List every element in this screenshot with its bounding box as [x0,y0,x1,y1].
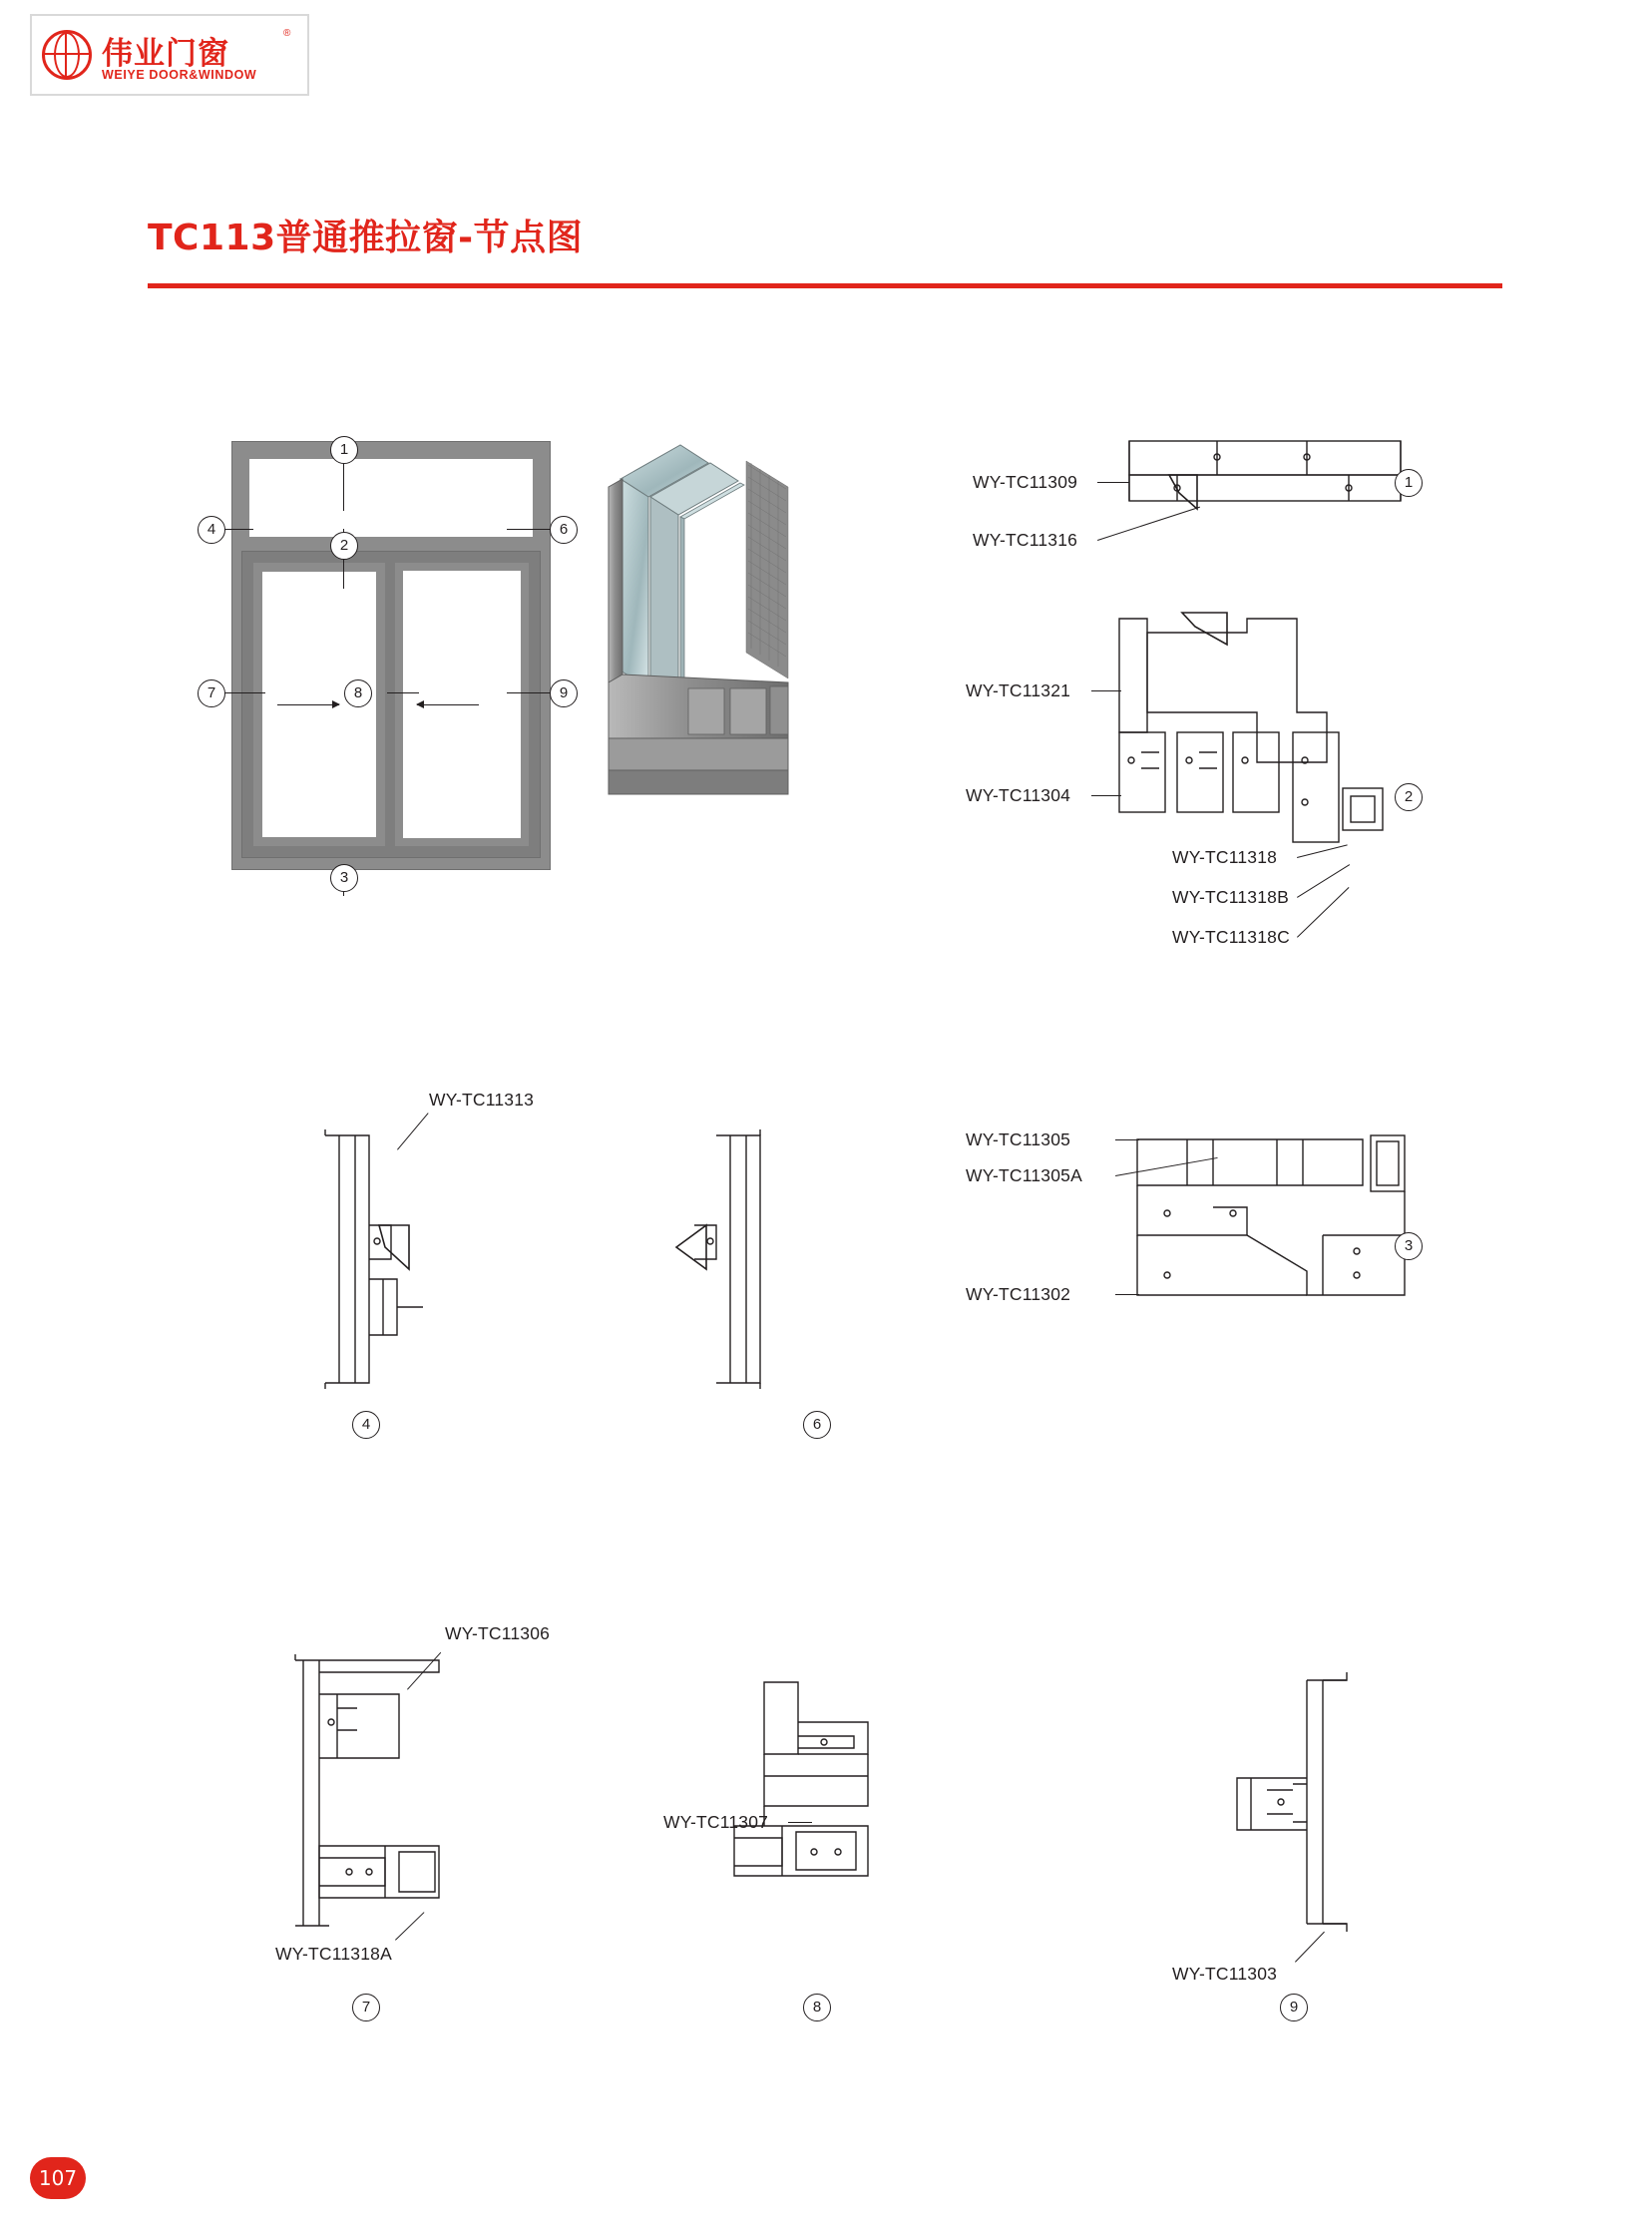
detail-2-label-2: WY-TC11318 [1172,847,1278,867]
detail-callout-4: 4 [352,1411,380,1439]
callout-9: 9 [550,679,578,707]
callout-7: 7 [198,679,225,707]
brand-name-en: WEIYE DOOR&WINDOW [102,68,257,82]
callout-6: 6 [550,516,578,544]
callout-3: 3 [330,864,358,892]
detail-callout-3: 3 [1395,1232,1423,1260]
detail-8-label-0: WY-TC11307 [663,1812,769,1832]
leader-8 [387,692,419,693]
brand-name-cn: 伟业门窗 [102,36,229,72]
detail-callout-7: 7 [352,1994,380,2021]
detail-7-label-0: WY-TC11306 [445,1623,551,1643]
detail-drawing-1 [1117,427,1417,547]
detail-8-leader-0 [788,1822,812,1823]
detail-2-leader-1 [1091,795,1121,796]
detail-9-label-0: WY-TC11303 [1172,1964,1278,1984]
detail-callout-8: 8 [803,1994,831,2021]
corner-3d-render [589,439,838,848]
detail-drawing-4 [319,1129,449,1389]
detail-3-label-1: WY-TC11305A [966,1165,1082,1185]
callout-8: 8 [344,679,372,707]
slide-arrow-left [417,704,479,705]
detail-4-label-0: WY-TC11313 [429,1090,535,1110]
leader-6 [507,529,551,530]
detail-3-leader-2 [1115,1294,1139,1295]
detail-2-label-4: WY-TC11318C [1172,927,1290,947]
globe-icon [42,30,92,80]
leader-1 [343,459,344,511]
detail-drawing-3 [1127,1125,1417,1325]
detail-1-label-1: WY-TC11316 [973,530,1078,550]
detail-drawing-7 [289,1646,489,1936]
window-elevation-drawing [231,441,551,870]
detail-2-label-3: WY-TC11318B [1172,887,1289,907]
detail-1-label-0: WY-TC11309 [973,472,1078,492]
detail-9-leader-0 [1295,1932,1325,1963]
detail-7-label-1: WY-TC11318A [275,1944,392,1964]
detail-2-leader-4 [1297,887,1349,938]
leader-9 [507,692,551,693]
page-number-badge: 107 [30,2157,86,2199]
detail-callout-1: 1 [1395,469,1423,497]
window-transom-glass [249,459,533,537]
title-underline [148,283,1502,288]
callout-1: 1 [330,436,358,464]
detail-drawing-6 [670,1129,800,1389]
registered-mark: ® [283,28,291,39]
detail-3-label-0: WY-TC11305 [966,1129,1071,1149]
detail-callout-9: 9 [1280,1994,1308,2021]
detail-2-label-0: WY-TC11321 [966,680,1071,700]
detail-3-leader-0 [1115,1139,1139,1140]
page-title: TC113普通推拉窗-节点图 [148,218,584,258]
detail-callout-2: 2 [1395,783,1423,811]
slide-arrow-right [277,704,339,705]
brand-logo [30,14,309,96]
detail-drawing-8 [728,1676,888,1926]
callout-2: 2 [330,532,358,560]
detail-2-label-1: WY-TC11304 [966,785,1071,805]
detail-1-leader-0 [1097,482,1129,483]
detail-callout-6: 6 [803,1411,831,1439]
detail-drawing-9 [1197,1672,1357,1932]
callout-4: 4 [198,516,225,544]
detail-3-label-2: WY-TC11302 [966,1284,1071,1304]
detail-2-leader-0 [1091,690,1121,691]
